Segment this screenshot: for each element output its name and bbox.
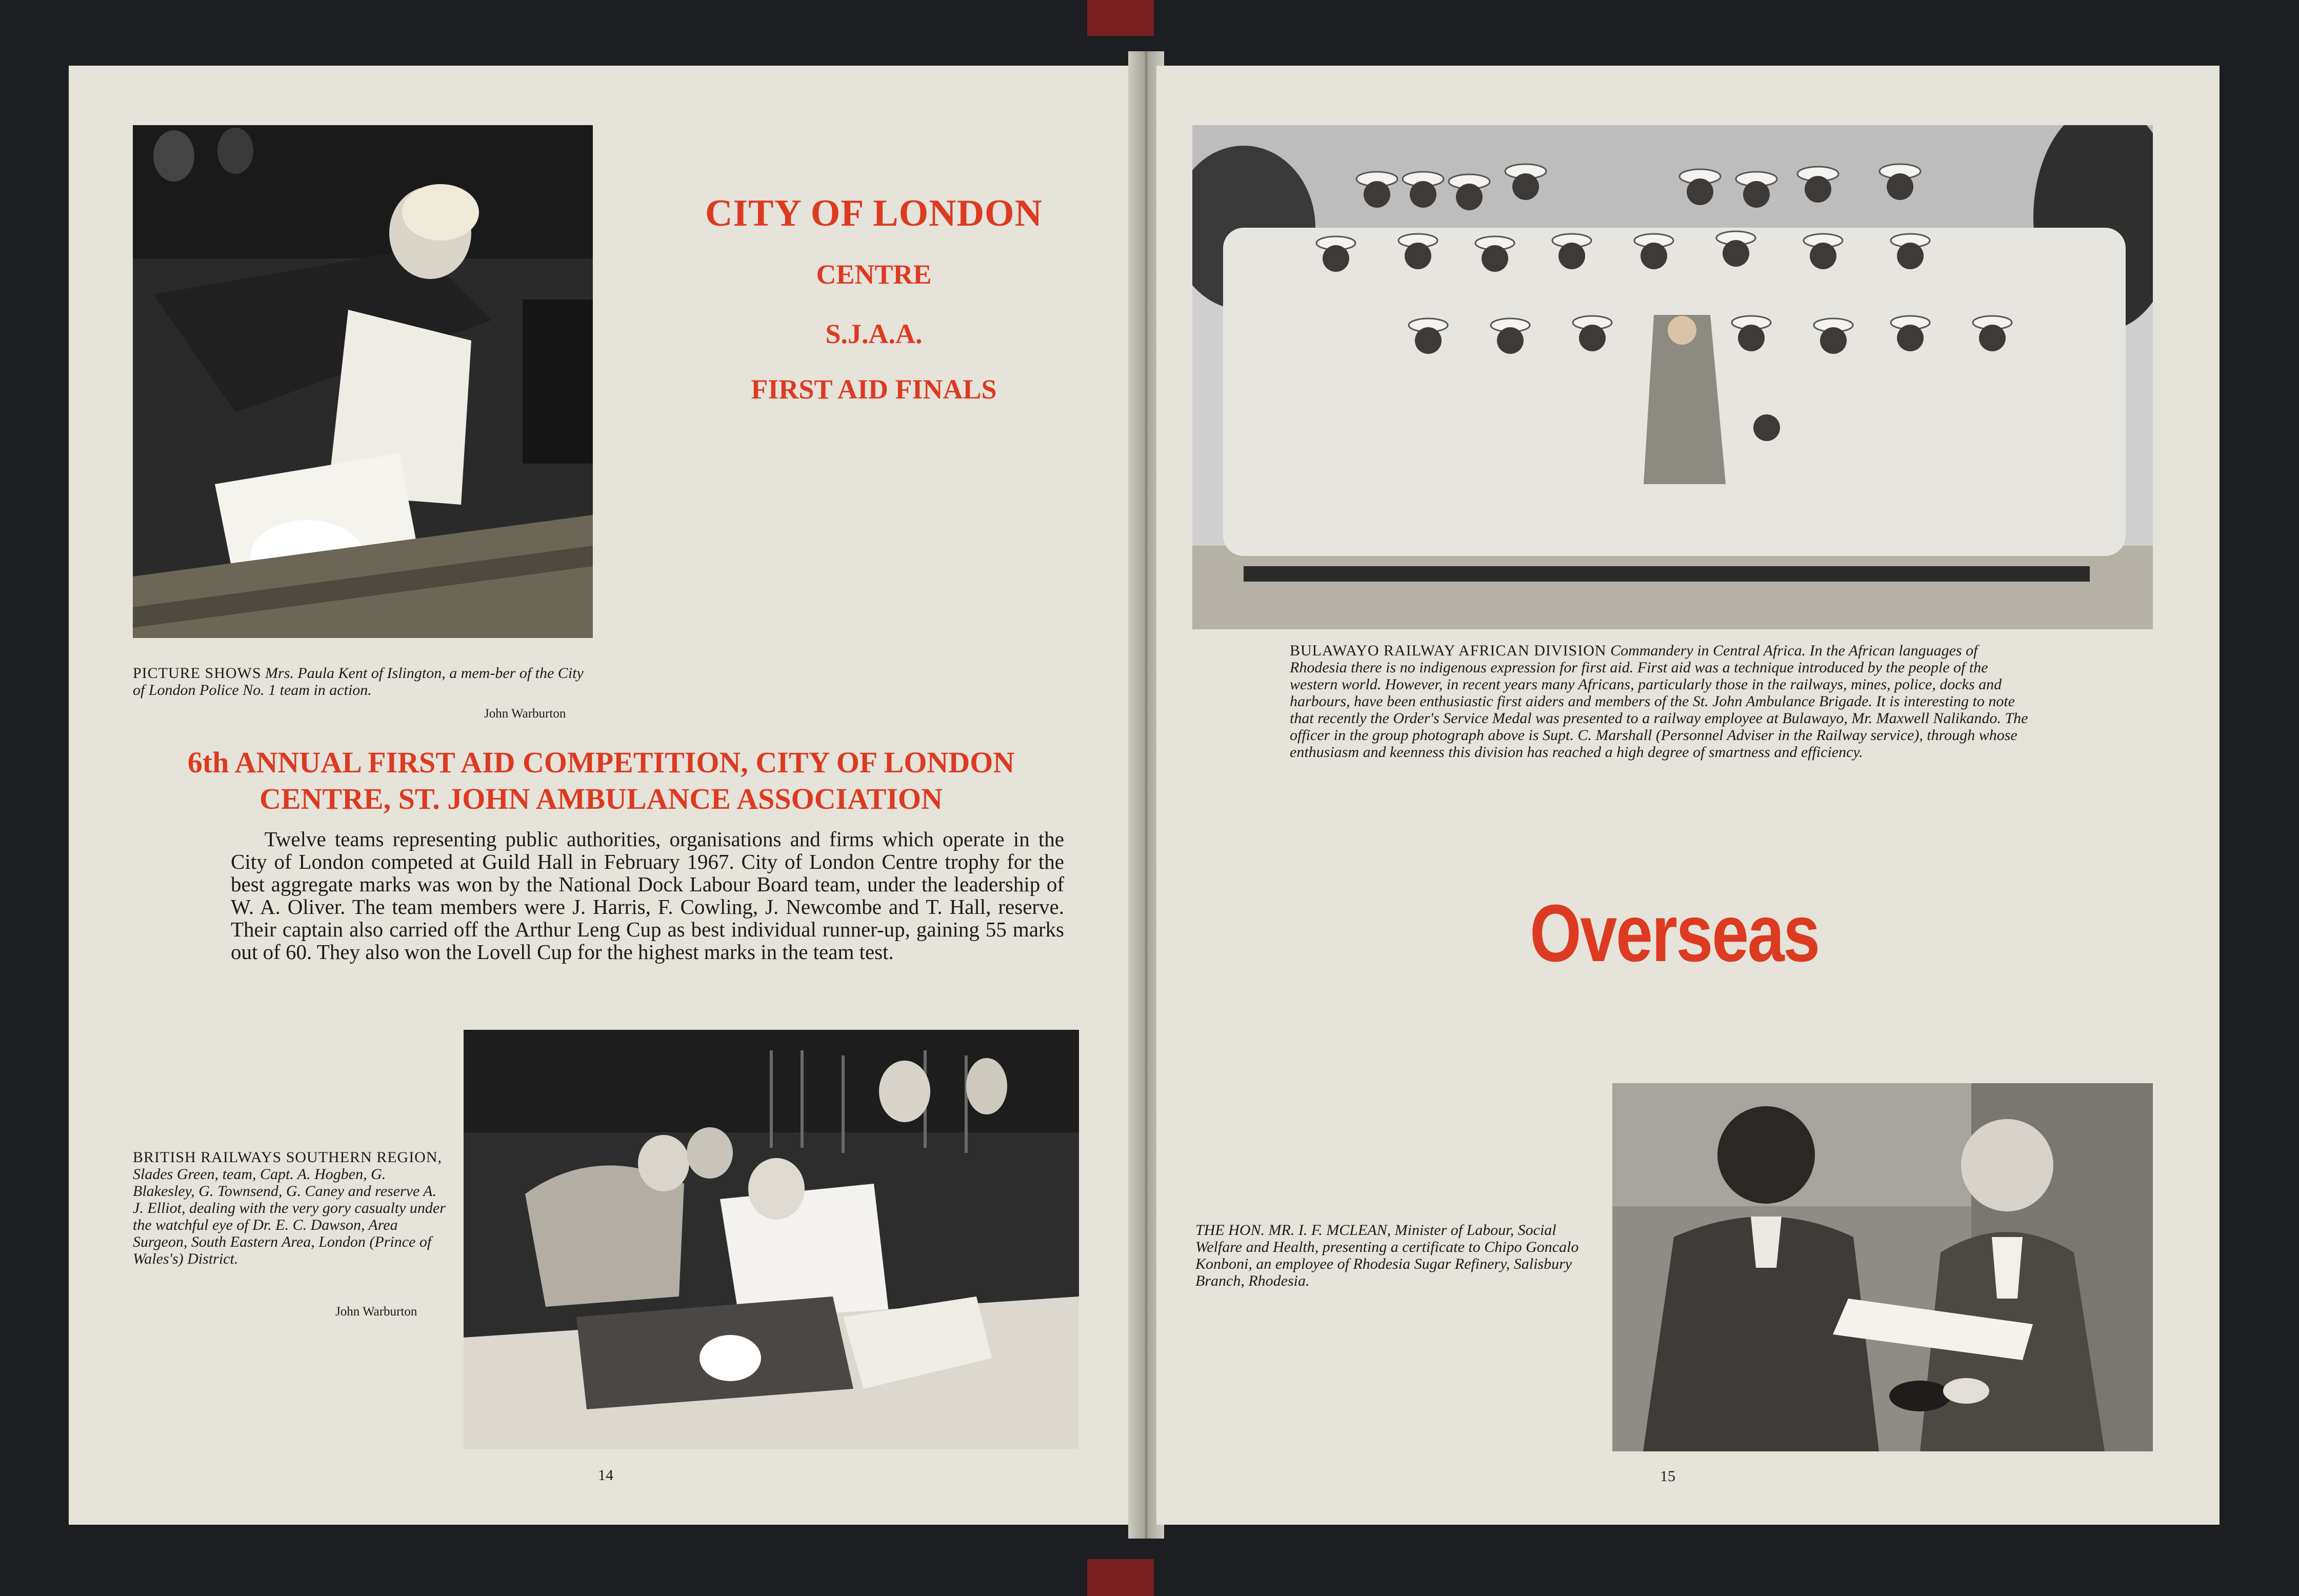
heading-city-of-london: CITY OF LONDON (705, 192, 1043, 234)
spine-red-edge-top (1087, 0, 1154, 36)
page-number-14: 14 (598, 1467, 613, 1484)
right-page (1156, 66, 2220, 1525)
page-number-15: 15 (1660, 1468, 1675, 1485)
left-page (69, 66, 1133, 1525)
heading-sjaa: S.J.A.A. (825, 318, 923, 349)
photo2-caption (133, 1149, 447, 1267)
spine-red-edge-bottom (1087, 1559, 1154, 1596)
caption-lead: BULAWAYO RAILWAY AFRICAN DIVISION (1290, 642, 1607, 659)
photo-certificate-presentation (1612, 1083, 2153, 1451)
photo2-credit: John Warburton (335, 1305, 417, 1319)
article-title-line1: 6th ANNUAL FIRST AID COMPETITION, CITY OF LONDON (187, 746, 1015, 779)
caption-text: Commandery in Central Africa. In the African languages of Rhodesia there is no indigenous expression for first aid. First aid was a technique introduced by the people of the western world. However, in recent years many Africans, particularly those in the railways, mines, police, docks and harbours, have been enthusiastic first aiders and members of the St. John Ambulance Brigade. It is interesting to note that recently the Order's Service Medal was presented to a railway employee at Bulawayo, Mr. Maxwell Nalikando. The officer in the group photograph above is Supt. C. Marshall (Personnel Adviser in the Railway service), through whose enthusiasm and keenness this division has reached a high degree of smartness and efficiency. (1290, 642, 2028, 761)
photo-british-railways-team (464, 1030, 1079, 1449)
photo-bulawayo-group (1192, 125, 2153, 629)
caption-lead: PICTURE SHOWS (133, 665, 262, 682)
heading-first-aid-finals: FIRST AID FINALS (751, 374, 997, 405)
article-body: Twelve teams representing public authorities, organisations and firms which operate in the City of London competed at Guild Hall in February 1967. City of London Centre trophy for the best aggregate marks was won by the National Dock Labour Board team, under the leadership of W. A. Oliver. The team members were J. Harris, F. Cowling, J. Newcombe and T. Hall, reserve. Their captain also carried off the Arthur Leng Cup as best individual runner-up, gaining 55 marks out of 60. They also won the Lovell Cup for the highest marks in the team test. (231, 827, 1064, 964)
photo1-credit: John Warburton (484, 707, 566, 721)
caption-text: Mrs. Paula Kent of Islington, a mem-ber of the City of London Police No. 1 team in action. (133, 665, 584, 699)
article-title-line2: CENTRE, ST. JOHN AMBULANCE ASSOCIATION (259, 782, 943, 815)
photo-first-aid-demonstration (133, 125, 593, 638)
presentation-caption (1195, 1222, 1584, 1289)
group-photo-caption (1290, 642, 2038, 761)
photo1-caption (133, 665, 594, 699)
caption-lead: BRITISH RAILWAYS SOUTHERN REGION, (133, 1149, 443, 1166)
caption-text: Slades Green, team, Capt. A. Hogben, G. Blakesley, G. Townsend, G. Caney and reserve A. J. Elliot, dealing with the very gory casualty under the watchful eye of Dr. E. C. Dawson, Area Surgeon, South Eastern Area, London (Prince of Wales's) District. (133, 1166, 446, 1267)
section-title-overseas: Overseas (1530, 888, 1819, 979)
caption-text: THE HON. MR. I. F. MCLEAN, Minister of Labour, Social Welfare and Health, presenting a certificate to Chipo Goncalo Konboni, an employee of Rhodesia Sugar Refinery, Salisbury Branch, Rhodesia. (1195, 1222, 1579, 1289)
heading-centre: CENTRE (816, 259, 932, 290)
